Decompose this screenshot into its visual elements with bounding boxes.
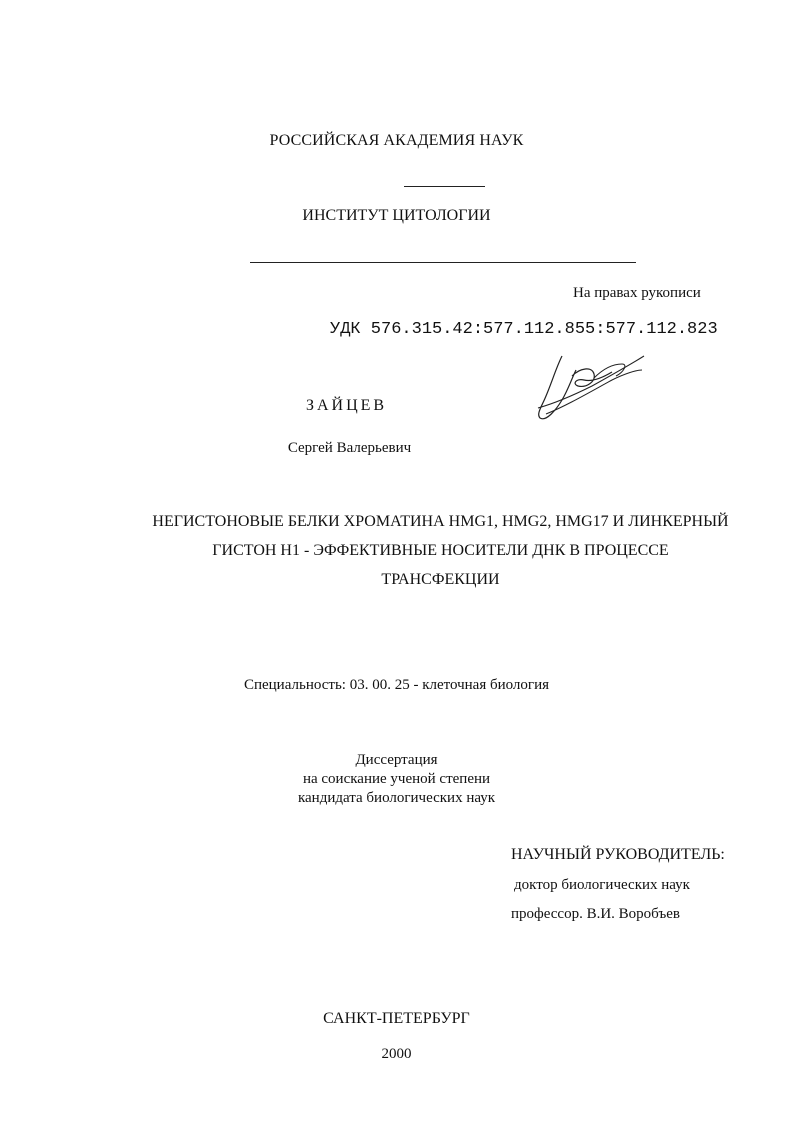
year: 2000 xyxy=(381,1046,412,1062)
udk-code: УДК 576.315.42:577.112.855:577.112.823 xyxy=(330,320,718,339)
author-surname: ЗАЙЦЕВ xyxy=(305,397,388,414)
dissertation-degree-line: на соискание ученой степени xyxy=(302,771,491,787)
dissertation-field-line: кандидата биологических наук xyxy=(297,790,496,806)
supervisor-name: профессор. В.И. Воробъев xyxy=(511,906,680,922)
supervisor-degree: доктор биологических наук xyxy=(514,877,690,893)
specialty: Специальность: 03. 00. 25 - клеточная биология xyxy=(243,677,550,693)
thesis-title-line-3: ТРАНСФЕКЦИИ xyxy=(381,571,500,588)
thesis-title-line-2: ГИСТОН Н1 - ЭФФЕКТИВНЫЕ НОСИТЕЛИ ДНК В ПРОЦЕССЕ xyxy=(212,542,669,559)
author-given-name: Сергей Валерьевич xyxy=(287,440,412,456)
manuscript-rights-note: На правах рукописи xyxy=(573,285,701,301)
short-divider xyxy=(404,186,485,187)
dissertation-label: Диссертация xyxy=(355,752,438,768)
supervisor-heading: НАУЧНЫЙ РУКОВОДИТЕЛЬ: xyxy=(511,846,725,863)
thesis-title-line-1: НЕГИСТОНОВЫЕ БЕЛКИ ХРОМАТИНА HMG1, HMG2, HMG17 И ЛИНКЕРНЫЙ xyxy=(152,513,729,530)
academy-name: РОССИЙСКАЯ АКАДЕМИЯ НАУК xyxy=(269,132,524,149)
long-divider xyxy=(250,262,636,263)
institute-name: ИНСТИТУТ ЦИТОЛОГИИ xyxy=(302,207,491,224)
city: САНКТ-ПЕТЕРБУРГ xyxy=(323,1010,470,1027)
